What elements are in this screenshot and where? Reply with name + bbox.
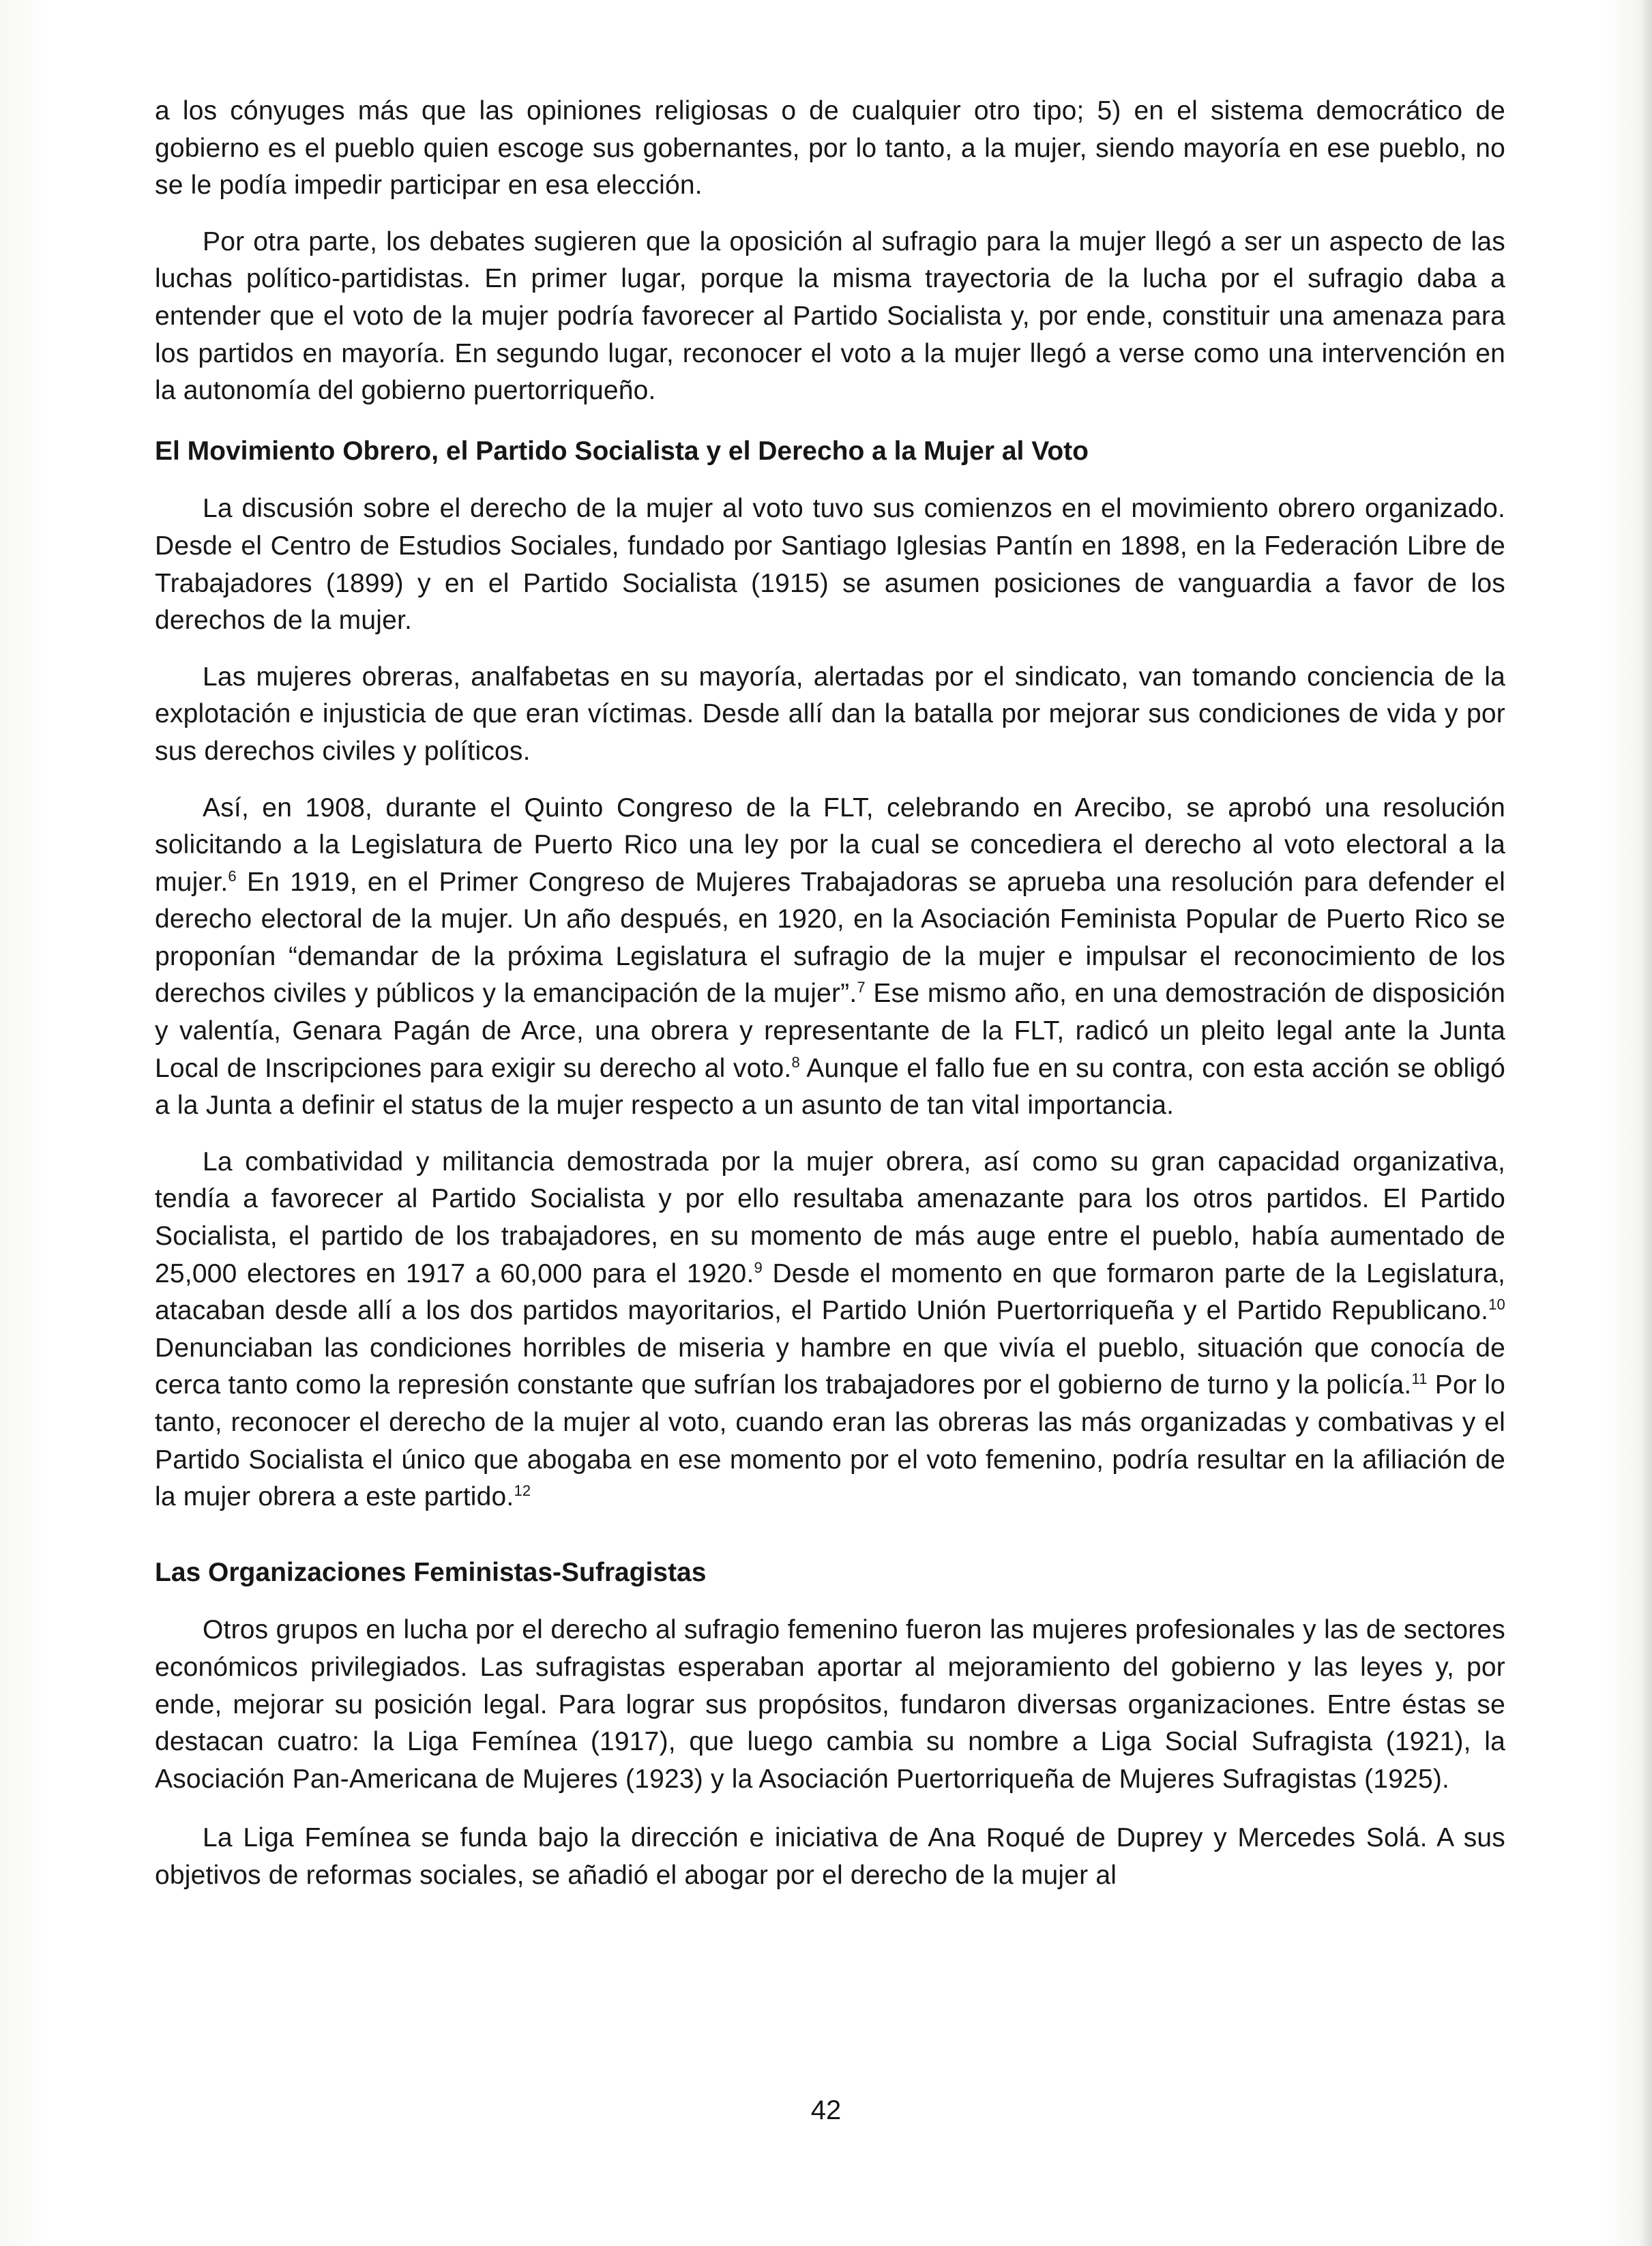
text-run: Desde el momento en que formaron parte de la Legislatura, atacaban desde allí a los dos partidos mayoritarios, el Partido Unión Puertorriqueña y el Partido Republicano. [155,1258,1505,1326]
section-heading-organizaciones: Las Organizaciones Feministas-Sufragistas [155,1557,707,1587]
page-edge-shadow [1640,0,1652,2246]
text-run: En 1919, en el Primer Congreso de Mujeres Trabajadoras se aprueba una resolución para defender el derecho electoral de la mujer. Un año después, en 1920, en la Asociación Feminista Popular de Puerto Rico se proponían “demandar de la próxima Legislatura el sufragio de la mujer e impulsar el reconocimiento de los derechos civiles y públicos y la emancipación de la mujer”. [155,867,1505,1009]
footnote-ref-6: 6 [228,867,237,885]
text-column [155,93,1505,1895]
paragraph-2: Por otra parte, los debates sugieren que la oposición al sufragio para la mujer llegó a ser un aspecto de las luchas político-partidistas. En primer lugar, porque la misma trayectoria de la lucha por el sufragio daba a entender que el voto de la mujer podría favorecer al Partido Socialista y, por ende, constituir una amenaza para los partidos en mayoría. En segundo lugar, reconocer el voto a la mujer llegó a verse como una intervención en la autonomía del gobierno puertorriqueño. [155,226,1505,406]
paragraph-3: La discusión sobre el derecho de la mujer al voto tuvo sus comienzos en el movimiento obrero organizado. Desde el Centro de Estudios Sociales, fundado por Santiago Iglesias Pantín en 1898, en la Federación Libre de Trabajadores (1899) y en el Partido Socialista (1915) se asumen posiciones de vanguardia a favor de los derechos de la mujer. [155,494,1505,636]
page-number: 42 [810,2095,842,2125]
text-run: Ese mismo año, en una demostración de disposición y valentía, Genara Pagán de Arce, una obrera y representante de la FLT, radicó un pleito legal ante la Junta Local de Inscripciones para exigir su derecho al voto. [155,979,1505,1083]
section-heading-movimiento-obrero: El Movimiento Obrero, el Partido Socialista y el Derecho a la Mujer al Voto [155,436,1089,466]
footnote-ref-10: 10 [1488,1296,1505,1314]
text-run: Denunciaban las condiciones horribles de miseria y hambre en que vivía el pueblo, situación que conocía de cerca tanto como la represión constante que sufrían los trabajadores por el gobierno de turno y la policía. [155,1333,1505,1400]
text-run: Así, en 1908, durante el Quinto Congreso de la FLT, celebrando en Arecibo, se aprobó una resolución solicitando a la Legislatura de Puerto Rico una ley por la cual se concediera el derecho al voto electoral a la mujer. [155,793,1505,897]
footnote-ref-7: 7 [857,979,866,996]
text-run: Aunque el fallo fue en su contra, con esta acción se obligó a la Junta a definir el status de la mujer respecto a un asunto de tan vital importancia. [155,1053,1505,1121]
paragraph-6 [155,1144,1505,1516]
footnote-ref-8: 8 [791,1053,800,1071]
paragraph-1: a los cónyuges más que las opiniones religiosas o de cualquier otro tipo; 5) en el sistema democrático de gobierno es el pueblo quien escoge sus gobernantes, por lo tanto, a la mujer, siendo mayoría en ese pueblo, no se le podía impedir participar en esa elección. [155,96,1505,201]
paragraph-8: La Liga Femínea se funda bajo la dirección e iniciativa de Ana Roqué de Duprey y Mercedes Solá. A sus objetivos de reformas sociales, se añadió el abogar por el derecho de la mujer al [155,1823,1505,1890]
paragraph-7: Otros grupos en lucha por el derecho al sufragio femenino fueron las mujeres profesionales y las de sectores económicos privilegiados. Las sufragistas esperaban aportar al mejoramiento del gobierno y las leyes y, por ende, mejorar su posición legal. Para lograr sus propósitos, fundaron diversas organizaciones. Entre éstas se destacan cuatro: la Liga Femínea (1917), que luego cambia su nombre a Liga Social Sufragista (1921), la Asociación Pan-Americana de Mujeres (1923) y la Asociación Puertorriqueña de Mujeres Sufragistas (1925). [155,1615,1505,1794]
footnote-ref-12: 12 [514,1482,531,1500]
footnote-ref-11: 11 [1411,1370,1428,1388]
paragraph-5 [155,790,1505,1125]
paragraph-4: Las mujeres obreras, analfabetas en su mayoría, alertadas por el sindicato, van tomando conciencia de la explotación e injusticia de que eran víctimas. Desde allí dan la batalla por mejorar sus condiciones de vida y por sus derechos civiles y políticos. [155,662,1505,766]
text-run: Por lo tanto, reconocer el derecho de la mujer al voto, cuando eran las obreras las más organizadas y combativas y el Partido Socialista el único que abogaba en ese momento por el voto femenino, podría resultar en la afiliación de la mujer obrera a este partido. [155,1370,1505,1512]
footnote-ref-9: 9 [754,1258,763,1276]
text-run: La combatividad y militancia demostrada por la mujer obrera, así como su gran capacidad organizativa, tendía a favorecer al Partido Socialista y por ello resultaba amenazante para los otros partidos. El Partido Socialista, el partido de los trabajadores, en su momento de más auge entre el pueblo, había aumentado de 25,000 electores en 1917 a 60,000 para el 1920. [155,1147,1505,1288]
